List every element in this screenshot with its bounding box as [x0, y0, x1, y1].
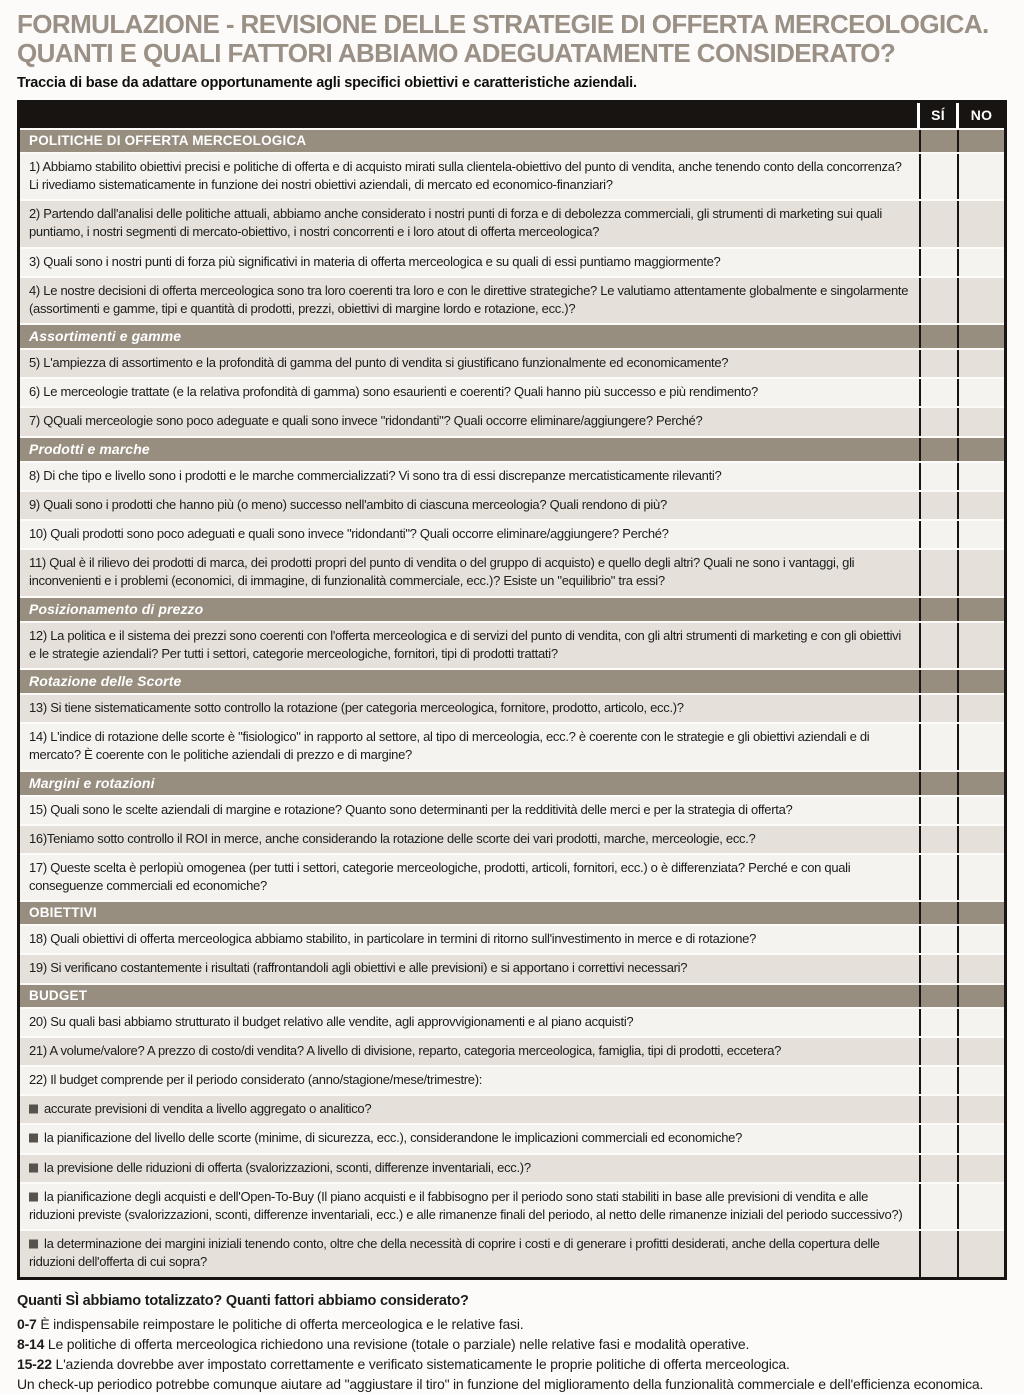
no-cell — [957, 670, 1004, 693]
yes-checkbox-cell[interactable] — [919, 550, 957, 595]
yes-checkbox-cell[interactable] — [919, 826, 957, 853]
no-checkbox-cell[interactable] — [957, 521, 1004, 548]
question-text: la determinazione dei margini iniziali tenendo conto, oltre che della necessità di coprire i costi e di generare i profitti desiderati, anche della copertura delle riduzioni dell'offerta di cui sopra? — [29, 1236, 880, 1270]
no-checkbox-cell[interactable] — [957, 1067, 1004, 1094]
question-text: 16)Teniamo sotto controllo il ROI in merce, anche considerando la rotazione delle scorte dei vari prodotti, marche, merceologie, ecc.? — [29, 830, 756, 846]
no-column-header: NO — [956, 103, 1004, 128]
question-row — [20, 722, 1004, 769]
no-checkbox-cell[interactable] — [957, 463, 1004, 490]
yes-cell — [919, 130, 957, 152]
no-checkbox-cell[interactable] — [957, 1231, 1004, 1276]
no-cell — [957, 438, 1004, 461]
no-checkbox-cell[interactable] — [957, 623, 1004, 668]
score-range-value: 0-7 — [17, 1315, 41, 1332]
question-row — [20, 276, 1004, 323]
question-text: 14) L'indice di rotazione delle scorte è "fisiologico" in rapporto al settore, al tipo di merceologia, ecc.? è coerente con le strategie e gli obiettivi aziendali e di mercato? È coerente con le politiche aziendali di prezzo e di margine? — [29, 729, 870, 763]
yes-cell — [919, 985, 957, 1007]
yes-checkbox-cell[interactable] — [919, 408, 957, 435]
section-header-label: Margini e rotazioni — [29, 774, 155, 791]
yes-checkbox-cell[interactable] — [919, 855, 957, 900]
question-text: 4) Le nostre decisioni di offerta merceologica sono tra loro coerenti tra loro e con le direttive strategiche? Le valutiamo attentamente globalmente e singolarmente (assortimenti e gamme, tipi e quantità di prodotti, prezzi, obiettivi di margine lordo e rotazione, ecc.)? — [29, 282, 909, 316]
no-checkbox-cell[interactable] — [957, 926, 1004, 953]
no-checkbox-cell[interactable] — [957, 278, 1004, 323]
question-text: 3) Quali sono i nostri punti di forza più significativi in materia di offerta merceologica e su quali di essi puntiamo maggiormente? — [29, 253, 721, 269]
section-header-label: POLITICHE DI OFFERTA MERCEOLOGICA — [29, 132, 307, 148]
yes-cell — [919, 325, 957, 348]
question-text: 15) Quali sono le scelte aziendali di margine e rotazione? Quanto sono determinanti per la redditività delle merci e per la strategia di offerta? — [29, 801, 793, 817]
no-cell — [957, 325, 1004, 348]
question-row — [20, 924, 1004, 953]
no-cell — [957, 902, 1004, 924]
yes-checkbox-cell[interactable] — [919, 249, 957, 276]
question-row — [20, 548, 1004, 595]
page-title — [17, 10, 1007, 69]
yes-checkbox-cell[interactable] — [919, 201, 957, 246]
no-cell — [957, 772, 1004, 795]
question-text: 1) Abbiamo stabilito obiettivi precisi e politiche di offerta e di acquisto mirati sulla clientela-obiettivo del punto di vendita, anche tenendo conto della concorrenza? Li rivediamo sistematicamente in funzione dei nostri obiettivi aziendali, di mercato ed economico-finanziari? — [29, 158, 902, 192]
section-header-label: Posizionamento di prezzo — [29, 600, 204, 617]
table-header-row — [20, 103, 1004, 128]
question-text: 9) Quali sono i prodotti che hanno più (o meno) successo nell'ambito di ciascuna merceologia? Quali rendono di più? — [29, 496, 667, 512]
question-text: 20) Su quali basi abbiamo strutturato il budget relativo alle vendite, agli approvvigionamenti e al piano acquisti? — [29, 1013, 634, 1029]
no-checkbox-cell[interactable] — [957, 550, 1004, 595]
yes-checkbox-cell[interactable] — [919, 797, 957, 824]
yes-checkbox-cell[interactable] — [919, 695, 957, 722]
bullet-square-icon — [29, 1240, 38, 1249]
subsection-header-row — [20, 668, 1004, 693]
question-text: la pianificazione del livello delle scorte (minime, di sicurezza, ecc.), considerandone le implicazioni commerciali ed economiche? — [20, 1125, 919, 1152]
yes-checkbox-cell[interactable] — [919, 623, 957, 668]
budget-subitem-row — [20, 1094, 1004, 1123]
yes-checkbox-cell[interactable] — [919, 1038, 957, 1065]
question-text: 11) Qual è il rilievo dei prodotti di marca, dei prodotti propri del punto di vendita o del gruppo di acquisto) e quello degli altri? Quali ne sono i vantaggi, gli inconvenienti e i problemi (economici, di immagine, di funzionalità commerciale, ecc.)? Esiste un "equilibrio" tra essi? — [29, 555, 855, 589]
budget-subitem-row — [20, 1123, 1004, 1152]
yes-checkbox-cell[interactable] — [919, 154, 957, 199]
yes-checkbox-cell[interactable] — [919, 926, 957, 953]
no-checkbox-cell[interactable] — [957, 154, 1004, 199]
question-text: 18) Quali obiettivi di offerta merceologica abbiamo stabilito, in particolare in termini di ritorno sull'investimento in merce e di rotazione? — [29, 931, 757, 947]
budget-subitem-row — [20, 1153, 1004, 1182]
subsection-header-row — [20, 596, 1004, 621]
score-legend-note: Un check-up periodico potrebbe comunque aiutare ad "aggiustare il tiro" in funzione del miglioramento della funzionalità commerciale e dell'efficienza economica. — [17, 1376, 984, 1393]
question-row — [20, 953, 1004, 982]
question-text: 12) La politica e il sistema dei prezzi sono coerenti con l'offerta merceologica e di servizi del punto di vendita, con gli altri strumenti di marketing e con gli obiettivi e le strategie aziendali? Per tutti i settori, categorie merceologiche, fornitori, tipi di prodotti trattati? — [29, 627, 901, 661]
no-checkbox-cell[interactable] — [957, 955, 1004, 982]
question-text: 17) Queste scelta è perlopiù omogenea (per tutti i settori, categorie merceologiche, prodotti, articoli, fornitori, ecc.) o è differenziata? Perché e con quali conseguenze commerciali ed economiche? — [29, 859, 851, 894]
question-row — [20, 519, 1004, 548]
question-text: 22) Il budget comprende per il periodo considerato (anno/stagione/mese/trimestre): — [29, 1072, 483, 1087]
bullet-square-icon — [29, 1134, 38, 1143]
no-cell — [957, 985, 1004, 1007]
question-row — [20, 621, 1004, 668]
question-text: 19) Si verificano costantemente i risultati (raffrontandoli agli obiettivi e alle previsioni) e si apportano i correttivi necessari? — [29, 960, 688, 976]
question-row — [20, 461, 1004, 490]
yes-checkbox-cell[interactable] — [919, 379, 957, 406]
no-checkbox-cell[interactable] — [957, 408, 1004, 435]
question-text: 6) Le merceologie trattate (e la relativa profondità di gamma) sono esaurienti e coerenti? Quali hanno più successo e più rendimento? — [29, 384, 758, 400]
no-cell — [957, 130, 1004, 152]
table-header-spacer — [20, 103, 917, 128]
section-header-label: Prodotti e marche — [29, 440, 150, 457]
no-checkbox-cell[interactable] — [957, 826, 1004, 853]
yes-checkbox-cell[interactable] — [919, 1125, 957, 1152]
no-checkbox-cell[interactable] — [957, 492, 1004, 519]
question-row — [20, 490, 1004, 519]
section-header-label: OBIETTIVI — [29, 905, 97, 921]
question-text: 21) A volume/valore? A prezzo di costo/di vendita? A livello di divisione, reparto, categoria merceologica, famiglia, tipi di prodotti, eccetera? — [29, 1042, 782, 1058]
question-row — [20, 348, 1004, 377]
question-text: 7) QQuali merceologie sono poco adeguate e quali sono invece "ridondanti"? Quali occorre eliminare/aggiungere? Perché? — [29, 413, 703, 429]
no-checkbox-cell[interactable] — [957, 1184, 1004, 1229]
section-header-label: Assortimenti e gamme — [29, 328, 182, 345]
no-cell — [957, 598, 1004, 621]
question-row — [20, 1065, 1004, 1094]
score-range-line: 8-14 Le politiche di offerta merceologica richiedono una revisione (totale o parziale) nelle relative fasi e modalità operative. — [17, 1335, 750, 1352]
no-checkbox-cell[interactable] — [957, 1155, 1004, 1182]
section-header-row — [20, 900, 1004, 924]
subsection-header-row — [20, 323, 1004, 348]
bullet-square-icon — [29, 1192, 38, 1201]
bullet-square-icon — [29, 1163, 38, 1172]
question-text: 5) L'ampiezza di assortimento e la profondità di gamma del punto di vendita si giustificano funzionalmente ed economicamente? — [29, 355, 729, 371]
yes-column-header: SÍ — [917, 103, 956, 128]
yes-checkbox-cell[interactable] — [919, 521, 957, 548]
section-header-row — [20, 983, 1004, 1007]
yes-cell — [919, 772, 957, 795]
question-row — [20, 693, 1004, 722]
question-row — [20, 853, 1004, 900]
budget-subitem-row — [20, 1229, 1004, 1276]
score-range-value: 8-14 — [17, 1335, 48, 1352]
no-checkbox-cell[interactable] — [957, 855, 1004, 900]
bullet-square-icon — [29, 1105, 38, 1114]
no-checkbox-cell[interactable] — [957, 350, 1004, 377]
question-row — [20, 406, 1004, 435]
no-checkbox-cell[interactable] — [957, 1009, 1004, 1036]
page-subtitle: Traccia di base da adattare opportunamente agli specifici obiettivi e caratteristiche aziendali. — [17, 74, 637, 91]
yes-cell — [919, 902, 957, 924]
question-text: la previsione delle riduzioni di offerta (svalorizzazioni, sconti, differenze inventariali, ecc.)? — [20, 1155, 919, 1182]
score-range-value: 15-22 — [17, 1356, 56, 1373]
question-text: accurate previsioni di vendita a livello aggregato o analitico? — [20, 1096, 919, 1123]
no-checkbox-cell[interactable] — [957, 379, 1004, 406]
question-row — [20, 824, 1004, 853]
yes-checkbox-cell[interactable] — [919, 1184, 957, 1229]
question-row — [20, 795, 1004, 824]
question-text: la pianificazione degli acquisti e dell'Open-To-Buy (Il piano acquisti e il fabbisogno per il periodo sono stati stabiliti in base alle previsioni di vendita e alle riduzioni previste (svalorizzazioni, sconti, differenze inventariali, ecc.) e alle rimanenze finali del periodo, al netto delle rimanenze iniziali del periodo successivo?) — [29, 1188, 903, 1222]
yes-checkbox-cell[interactable] — [919, 492, 957, 519]
no-checkbox-cell[interactable] — [957, 1096, 1004, 1123]
score-legend — [17, 1291, 1007, 1395]
subsection-header-row — [20, 436, 1004, 461]
score-range-line: 15-22 L'azienda dovrebbe aver impostato correttamente e verificato sistematicamente le proprie politiche di offerta merceologica. — [17, 1356, 790, 1373]
yes-checkbox-cell[interactable] — [919, 1067, 957, 1094]
yes-checkbox-cell[interactable] — [919, 350, 957, 377]
question-row — [20, 247, 1004, 276]
section-header-row — [20, 128, 1004, 152]
subsection-header-row — [20, 770, 1004, 795]
section-header-label: BUDGET — [29, 987, 88, 1003]
yes-cell — [919, 598, 957, 621]
no-checkbox-cell[interactable] — [957, 1038, 1004, 1065]
yes-checkbox-cell[interactable] — [919, 463, 957, 490]
score-legend-heading: Quanti SÌ abbiamo totalizzato? Quanti fattori abbiamo considerato? — [17, 1292, 469, 1309]
no-checkbox-cell[interactable] — [957, 695, 1004, 722]
question-text: 8) Di che tipo e livello sono i prodotti e le marche commercializzati? Vi sono tra di essi discrepanze mercatisticamente rilevanti? — [29, 467, 722, 483]
score-range-line: 0-7 È indispensabile reimpostare le politiche di offerta merceologica e le relative fasi. — [17, 1315, 524, 1332]
no-checkbox-cell[interactable] — [957, 797, 1004, 824]
budget-subitem-row — [20, 1182, 1004, 1229]
no-checkbox-cell[interactable] — [957, 1125, 1004, 1152]
checklist-table — [17, 100, 1007, 1280]
page-title-line2: QUANTI E QUALI FATTORI ABBIAMO ADEGUATAMENTE CONSIDERATO? — [17, 38, 896, 69]
yes-checkbox-cell[interactable] — [919, 278, 957, 323]
yes-checkbox-cell[interactable] — [919, 724, 957, 769]
question-row — [20, 199, 1004, 246]
question-row — [20, 1007, 1004, 1036]
no-checkbox-cell[interactable] — [957, 249, 1004, 276]
yes-checkbox-cell[interactable] — [919, 1096, 957, 1123]
question-row — [20, 377, 1004, 406]
yes-checkbox-cell[interactable] — [919, 955, 957, 982]
question-row — [20, 152, 1004, 199]
yes-checkbox-cell[interactable] — [919, 1231, 957, 1276]
yes-cell — [919, 670, 957, 693]
section-header-label: Rotazione delle Scorte — [29, 672, 182, 689]
no-checkbox-cell[interactable] — [957, 724, 1004, 769]
question-text: 13) Si tiene sistematicamente sotto controllo la rotazione (per categoria merceologica, fornitore, prodotto, articolo, ecc.)? — [29, 699, 684, 715]
question-text: 2) Partendo dall'analisi delle politiche attuali, abbiamo anche considerato i nostri punti di forza e di debolezza commerciali, gli strumenti di marketing sui quali puntiamo, i nostri segmenti di mercato-obiettivo, i nostri concorrenti e i loro atout di offerta merceologica? — [29, 206, 882, 240]
no-checkbox-cell[interactable] — [957, 201, 1004, 246]
question-text: 10) Quali prodotti sono poco adeguati e quali sono invece "ridondanti"? Quali occorre eliminare/aggiungere? Perché? — [29, 526, 669, 541]
question-row — [20, 1036, 1004, 1065]
yes-checkbox-cell[interactable] — [919, 1155, 957, 1182]
yes-cell — [919, 438, 957, 461]
yes-checkbox-cell[interactable] — [919, 1009, 957, 1036]
page-title-line1: FORMULAZIONE - REVISIONE DELLE STRATEGIE DI OFFERTA MERCEOLOGICA. — [17, 9, 989, 39]
